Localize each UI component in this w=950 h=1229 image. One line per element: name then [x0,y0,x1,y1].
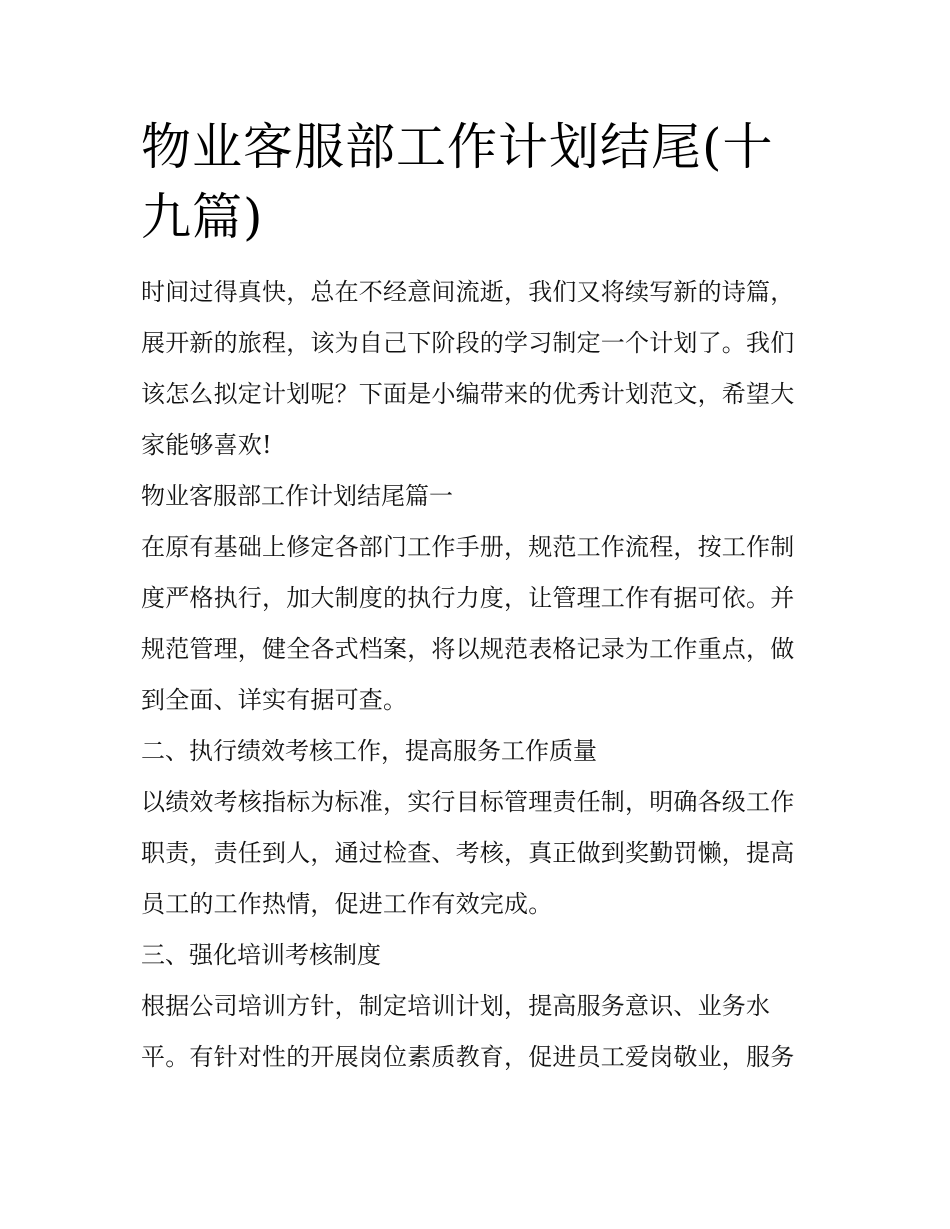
section-3-heading: 三、强化培训考核制度 [141,941,381,969]
document-body [141,112,813,1083]
section-3-paragraph: 根据公司培训方针，制定培训计划，提高服务意识、业务水平。有针对性的开展岗位素质教育，促进员工爱岗敬业，服务 [141,992,795,1071]
document-title: 物业客服部工作计划结尾(十九篇) [141,118,774,246]
section-2-paragraph: 以绩效考核指标为标准，实行目标管理责任制，明确各级工作职责，责任到人，通过检查、考核，真正做到奖勤罚懒，提高员工的工作热情，促进工作有效完成。 [141,788,795,918]
section-1-heading: 物业客服部工作计划结尾篇一 [141,482,453,510]
section-1-paragraph: 在原有基础上修定各部门工作手册，规范工作流程，按工作制度严格执行，加大制度的执行力度，让管理工作有据可依。并规范管理，健全各式档案，将以规范表格记录为工作重点，做到全面、详实有据可查。 [141,533,795,714]
section-2-heading: 二、执行绩效考核工作，提高服务工作质量 [141,737,597,765]
intro-paragraph: 时间过得真快，总在不经意间流逝，我们又将续写新的诗篇，展开新的旅程，该为自己下阶段的学习制定一个计划了。我们该怎么拟定计划呢？下面是小编带来的优秀计划范文，希望大家能够喜欢! [141,278,795,459]
